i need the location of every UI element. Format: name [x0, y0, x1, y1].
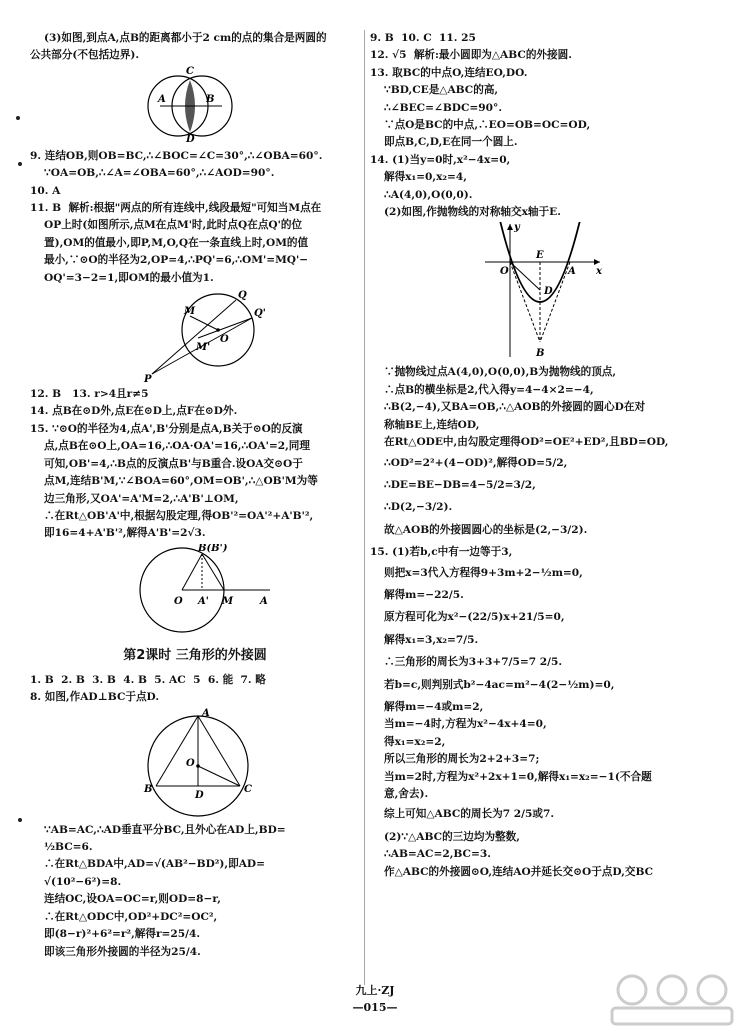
page-number: —015—	[352, 1001, 398, 1015]
answer-line: 作△ABC的外接圆⊙O,连结AO并延长交⊙O于点D,交BC	[384, 865, 654, 878]
answer-line: 10. A	[30, 184, 61, 197]
figure-label: M	[184, 306, 196, 318]
answer-line: ½BC=6.	[44, 841, 93, 854]
answer-line: 即16=4+A'B'²,解得A'B'=2√3.	[44, 527, 206, 540]
answer-line: ∵OA=OB,∴∠A=∠OBA=60°,∴∠AOD=90°.	[44, 167, 275, 180]
figure-label: M	[222, 595, 234, 607]
answer-line: 即(8−r)²+6²=r²,解得r=25/4.	[44, 928, 201, 941]
answer-line: ∵抛物线过点A(4,0),O(0,0),B为抛物线的顶点,	[384, 366, 617, 379]
answer-line: ∴A(4,0),O(0,0).	[384, 188, 473, 201]
answer-line: ∵BD,CE是△ABC的高,	[384, 84, 499, 97]
answer-line: ∴在Rt△ODC中,OD²+DC²=OC²,	[44, 910, 218, 923]
figure-label: y	[514, 222, 520, 234]
figure-label: D	[186, 133, 195, 145]
right-column	[370, 30, 715, 881]
figure-label: E	[536, 250, 544, 262]
figure-label: D	[544, 286, 553, 298]
answer-line: ∴AB=AC=2,BC=3.	[384, 848, 491, 861]
answer-line: ∴D(2,−3/2).	[384, 501, 453, 514]
answer-line: 意,舍去).	[384, 788, 429, 800]
answer-line: 解得x₁=0,x₂=4,	[384, 171, 467, 184]
margin-mark	[18, 162, 22, 166]
margin-mark	[16, 116, 20, 120]
answer-line: 1. B 2. B 3. B 4. B 5. AC 5 6. 能 7. 略	[30, 673, 266, 686]
figure-label: D	[195, 789, 204, 801]
figure-label: B	[536, 348, 545, 360]
answer-line: 当m=−4时,方程为x²−4x+4=0,	[384, 718, 547, 731]
answer-line: 若b=c,则判别式b²−4ac=m²−4(2−½m)=0,	[384, 678, 615, 691]
answer-line: 点,点B在⊙O上,OA=16,∴OA·OA'=16,∴OA'=2,同理	[44, 440, 310, 453]
figure-label: Q	[238, 290, 247, 302]
answer-line: 所以三角形的周长为2+2+3=7;	[384, 753, 540, 766]
answer-line: 公共部分(不包括边界).	[30, 49, 140, 62]
answer-line: ∴点B的横坐标是2,代入得y=4−4×2=−4,	[384, 383, 594, 396]
figure-label: A'	[198, 595, 209, 607]
figure-label: A	[568, 266, 576, 278]
answer-line: ∵点O是BC的中点,∴EO=OB=OC=OD,	[384, 119, 591, 132]
answer-line: 可知,OB'=4,∴B点的反演点B'与B重合.设OA交⊙O于	[44, 457, 303, 470]
answer-line: 边三角形,又OA'=A'M=2,∴A'B'⊥OM,	[44, 492, 239, 505]
figure-label: B(B')	[198, 543, 228, 554]
answer-line: 12. √5 解析:最小圆即为△ABC的外接圆.	[370, 49, 572, 62]
answer-line: 得x₁=x₂=2,	[384, 735, 446, 748]
figure-label: C	[186, 65, 194, 77]
answer-line: 11. B 解析:根据"两点的所有连线中,线段最短"可知当M点在	[30, 202, 322, 215]
two-circles-figure	[30, 66, 360, 146]
figure-label: A	[260, 595, 268, 607]
answer-line: 点M,连结B'M,∵∠BOA=60°,OM=OB',∴△OB'M为等	[44, 475, 318, 488]
answer-line: 即该三角形外接圆的半径为25/4.	[44, 945, 201, 958]
answer-line: ∴B(2,−4),又BA=OB,∴△AOB的外接圆的圆心D在对	[384, 401, 646, 414]
answer-line: ∴三角形的周长为3+3+7/5=7 2/5.	[384, 656, 563, 669]
figure-label: A	[202, 707, 210, 719]
answer-line: 当m=2时,方程为x²+2x+1=0,解得x₁=x₂=−1(不合题	[384, 770, 652, 783]
parabola-figure	[370, 222, 715, 362]
triangle-circle-figure	[30, 708, 360, 820]
figure-label: M'	[196, 342, 211, 354]
figure-label: A	[158, 93, 166, 105]
figure-label: Q'	[254, 308, 266, 320]
margin-mark	[18, 818, 22, 822]
answer-line: ∴在Rt△OB'A'中,根据勾股定理,得OB'²=OA'²+A'B'²,	[44, 509, 314, 522]
answer-line: 9. 连结OB,则OB=BC,∴∠BOC=∠C=30°,∴∠OBA=60°.	[30, 149, 323, 162]
answer-line: √(10²−6²)=8.	[44, 875, 122, 888]
answer-line: 解得x₁=3,x₂=7/5.	[384, 633, 479, 646]
answer-line: 15. ∵⊙O的半径为4,点A',B'分别是点A,B关于⊙O的反演	[30, 422, 303, 435]
figure-label: O	[500, 266, 509, 278]
answer-line: 综上可知△ABC的周长为7 2/5或7.	[384, 808, 555, 821]
figure-label: O	[186, 757, 195, 769]
footer-label: 九上·ZJ	[355, 984, 395, 997]
circle-bam-figure	[30, 544, 360, 636]
answer-line: OP上时(如图所示,点M在点M'时,此时点Q在点Q'的位	[44, 219, 303, 232]
answer-line: ∴在Rt△BDA中,AD=√(AB²−BD²),即AD=	[44, 858, 265, 871]
answer-line: 9. B 10. C 11. 25	[370, 32, 476, 44]
answer-line: (2)∵△ABC的三边均为整数,	[384, 830, 520, 843]
watermark-logo	[602, 968, 742, 1028]
answer-line: 称轴BE上,连结OD,	[384, 418, 480, 431]
answer-line: 解得m=−4或m=2,	[384, 700, 484, 713]
answer-line: 最小,∵⊙O的半径为2,OP=4,∴PQ'=6,∴OM'=MQ'−	[44, 254, 309, 267]
answer-line: (2)如图,作抛物线的对称轴交x轴于E.	[384, 206, 561, 219]
figure-label: B	[206, 93, 215, 105]
left-column	[30, 30, 360, 961]
answer-line: 12. B 13. r>4且r≠5	[30, 388, 149, 401]
answer-line: ∴∠BEC=∠BDC=90°.	[384, 101, 503, 114]
answer-line: 连结OC,设OA=OC=r,则OD=8−r,	[44, 893, 221, 906]
figure-label: O	[220, 334, 229, 346]
answer-line: 14. (1)当y=0时,x²−4x=0,	[370, 153, 511, 166]
answer-line: 15. (1)若b,c中有一边等于3,	[370, 546, 513, 559]
answer-line: 8. 如图,作AD⊥BC于点D.	[30, 691, 160, 704]
answer-line: 13. 取BC的中点O,连结EO,DO.	[370, 66, 528, 79]
circle-pq-figure	[30, 288, 360, 384]
answer-line: 则把x=3代入方程得9+3m+2−½m=0,	[384, 566, 583, 579]
figure-label: C	[244, 783, 252, 795]
answer-line: ∴OD²=2²+(4−OD)²,解得OD=5/2,	[384, 456, 568, 469]
answer-line: 故△AOB的外接圆圆心的坐标是(2,−3/2).	[384, 523, 588, 536]
figure-label: P	[144, 374, 152, 385]
figure-label: x	[596, 266, 602, 278]
answer-line: 14. 点B在⊙D外,点E在⊙D上,点F在⊙D外.	[30, 405, 238, 418]
answer-line: 解得m=−22/5.	[384, 588, 464, 601]
answer-line: 原方程可化为x²−(22/5)x+21/5=0,	[384, 611, 565, 624]
answer-line: OQ'=3−2=1,即OM的最小值为1.	[44, 271, 214, 284]
column-divider	[364, 30, 365, 985]
answer-line: 即点B,C,D,E在同一个圆上.	[384, 136, 518, 149]
answer-line: (3)如图,到点A,点B的距离都小于2 cm的点的集合是两圆的	[44, 32, 327, 44]
answer-line: 在Rt△ODE中,由勾股定理得OD²=OE²+ED²,且BD=OD,	[384, 436, 669, 449]
answer-line: ∴DE=BE−DB=4−5/2=3/2,	[384, 478, 536, 491]
section-title: 第2课时 三角形的外接圆	[123, 647, 267, 663]
answer-line: 置),OM的值最小,即P,M,O,Q在一条直线上时,OM的值	[44, 236, 309, 249]
figure-label: O	[174, 595, 183, 607]
answer-line: ∵AB=AC,∴AD垂直平分BC,且外心在AD上,BD=	[44, 823, 286, 836]
figure-label: B	[144, 783, 153, 795]
